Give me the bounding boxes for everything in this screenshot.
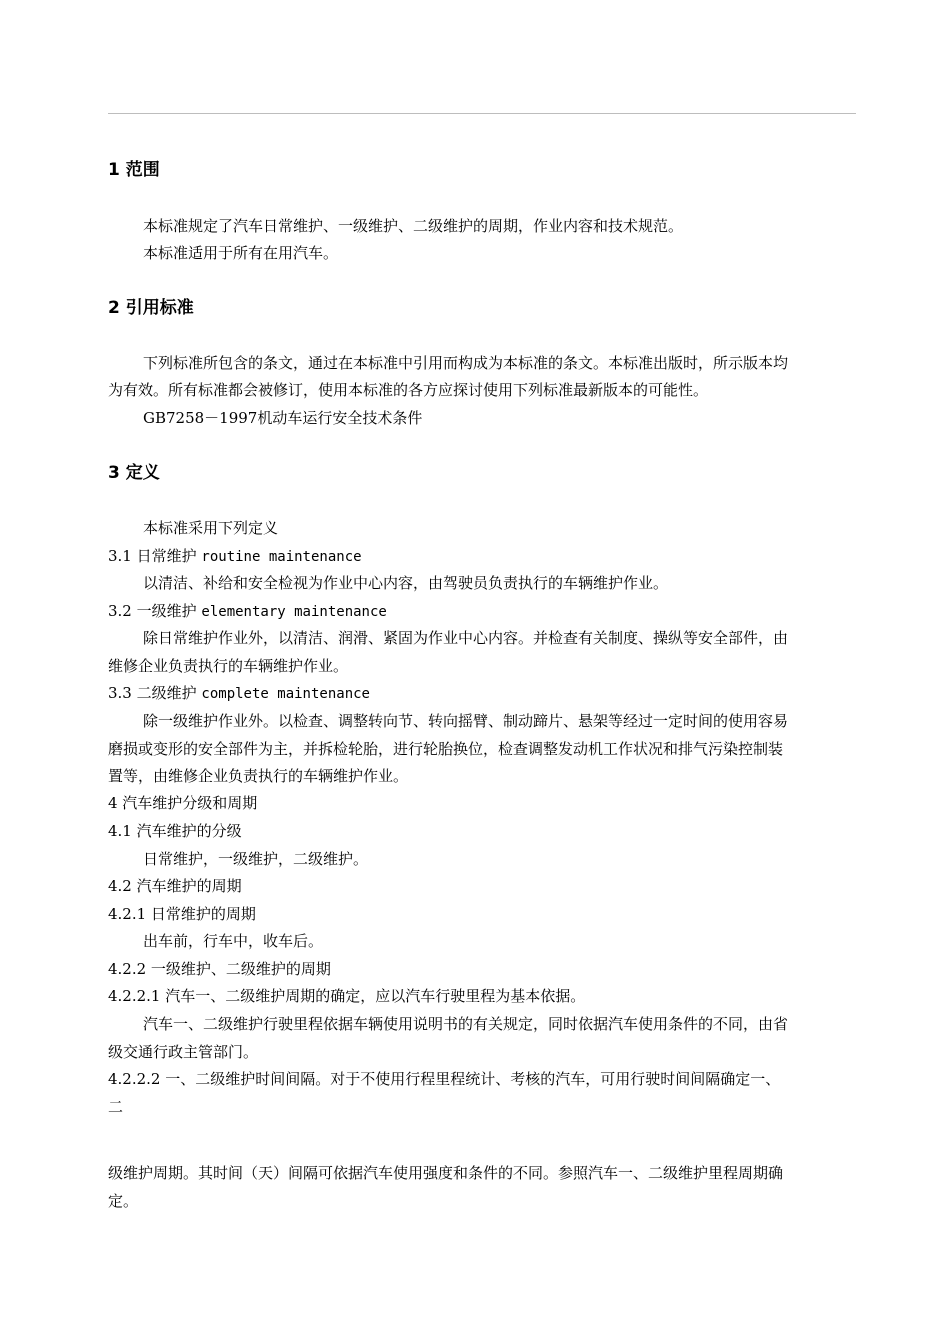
definition-3-2-english: elementary maintenance [201, 604, 387, 620]
definition-3-1-label: 3.1 日常维护 [108, 547, 202, 565]
definition-3-1-text: 以清洁、补给和安全检视为作业中心内容，由驾驶员负责执行的车辆维护作业。 [143, 574, 669, 592]
subsection-4-2-2-1-title: 4.2.2.1 汽车一、二级维护周期的确定，应以汽车行驶里程为基本依据。 [108, 987, 586, 1005]
subsection-4-2-2-1-text-line-2: 级交通行政主管部门。 [108, 1043, 259, 1061]
definition-3-2-text-line-2: 维修企业负责执行的车辆维护作业。 [108, 657, 349, 675]
header-rule [108, 113, 856, 114]
definition-3-3-text-line-3: 置等，由维修企业负责执行的车辆维护作业。 [108, 767, 409, 785]
section-2-reference: GB7258－1997机动车运行安全技术条件 [143, 409, 423, 427]
subsection-4-2-1-title: 4.2.1 日常维护的周期 [108, 905, 256, 923]
subsection-4-2-2-2-text-line-2: 二 [108, 1098, 124, 1116]
definition-3-1-title [108, 546, 362, 567]
section-4-heading: 4 汽车维护分级和周期 [108, 794, 258, 812]
subsection-4-2-2-2-text-line-1: 4.2.2.2 一、二级维护时间间隔。对于不使用行程里程统计、考核的汽车，可用行驶时间间隔确定一、 [108, 1070, 781, 1088]
section-2-paragraph-line-2: 为有效。所有标准都会被修订，使用本标准的各方应探讨使用下列标准最新版本的可能性。 [108, 381, 709, 399]
subsection-4-2-2-2-text-line-3: 级维护周期。其时间（天）间隔可依据汽车使用强度和条件的不同。参照汽车一、二级维护里程周期确 [108, 1164, 784, 1182]
section-2-heading: 2 引用标准 [108, 298, 194, 318]
definition-3-2-title [108, 601, 387, 622]
definition-3-3-label: 3.3 二级维护 [108, 684, 202, 702]
subsection-4-1-title: 4.1 汽车维护的分级 [108, 822, 242, 840]
section-1-heading: 1 范围 [108, 160, 160, 180]
definition-3-3-text-line-1: 除一级维护作业外。以检查、调整转向节、转向摇臂、制动蹄片、悬架等经过一定时间的使用容易 [143, 712, 789, 730]
section-2-paragraph-line-1: 下列标准所包含的条文，通过在本标准中引用而构成为本标准的条文。本标准出版时，所示版本均 [143, 354, 789, 372]
definition-3-1-english: routine maintenance [201, 549, 362, 565]
definition-3-2-text-line-1: 除日常维护作业外，以清洁、润滑、紧固为作业中心内容。并检查有关制度、操纵等安全部件，由 [143, 629, 789, 647]
definition-3-3-text-line-2: 磨损或变形的安全部件为主，并拆检轮胎，进行轮胎换位，检查调整发动机工作状况和排气污染控制装 [108, 740, 784, 758]
section-3-intro: 本标准采用下列定义 [143, 519, 279, 537]
subsection-4-2-1-text: 出车前，行车中，收车后。 [143, 932, 324, 950]
subsection-4-1-text: 日常维护，一级维护，二级维护。 [143, 850, 369, 868]
section-3-heading: 3 定义 [108, 463, 160, 483]
subsection-4-2-2-2-text-line-4: 定。 [108, 1192, 139, 1210]
definition-3-3-english: complete maintenance [201, 686, 370, 702]
subsection-4-2-2-title: 4.2.2 一级维护、二级维护的周期 [108, 960, 331, 978]
definition-3-2-label: 3.2 一级维护 [108, 602, 202, 620]
section-1-paragraph-1: 本标准规定了汽车日常维护、一级维护、二级维护的周期，作业内容和技术规范。 [143, 217, 684, 235]
definition-3-3-title [108, 683, 370, 704]
section-1-paragraph-2: 本标准适用于所有在用汽车。 [143, 244, 339, 262]
subsection-4-2-2-1-text-line-1: 汽车一、二级维护行驶里程依据车辆使用说明书的有关规定，同时依据汽车使用条件的不同，由省 [143, 1015, 789, 1033]
subsection-4-2-title: 4.2 汽车维护的周期 [108, 877, 242, 895]
